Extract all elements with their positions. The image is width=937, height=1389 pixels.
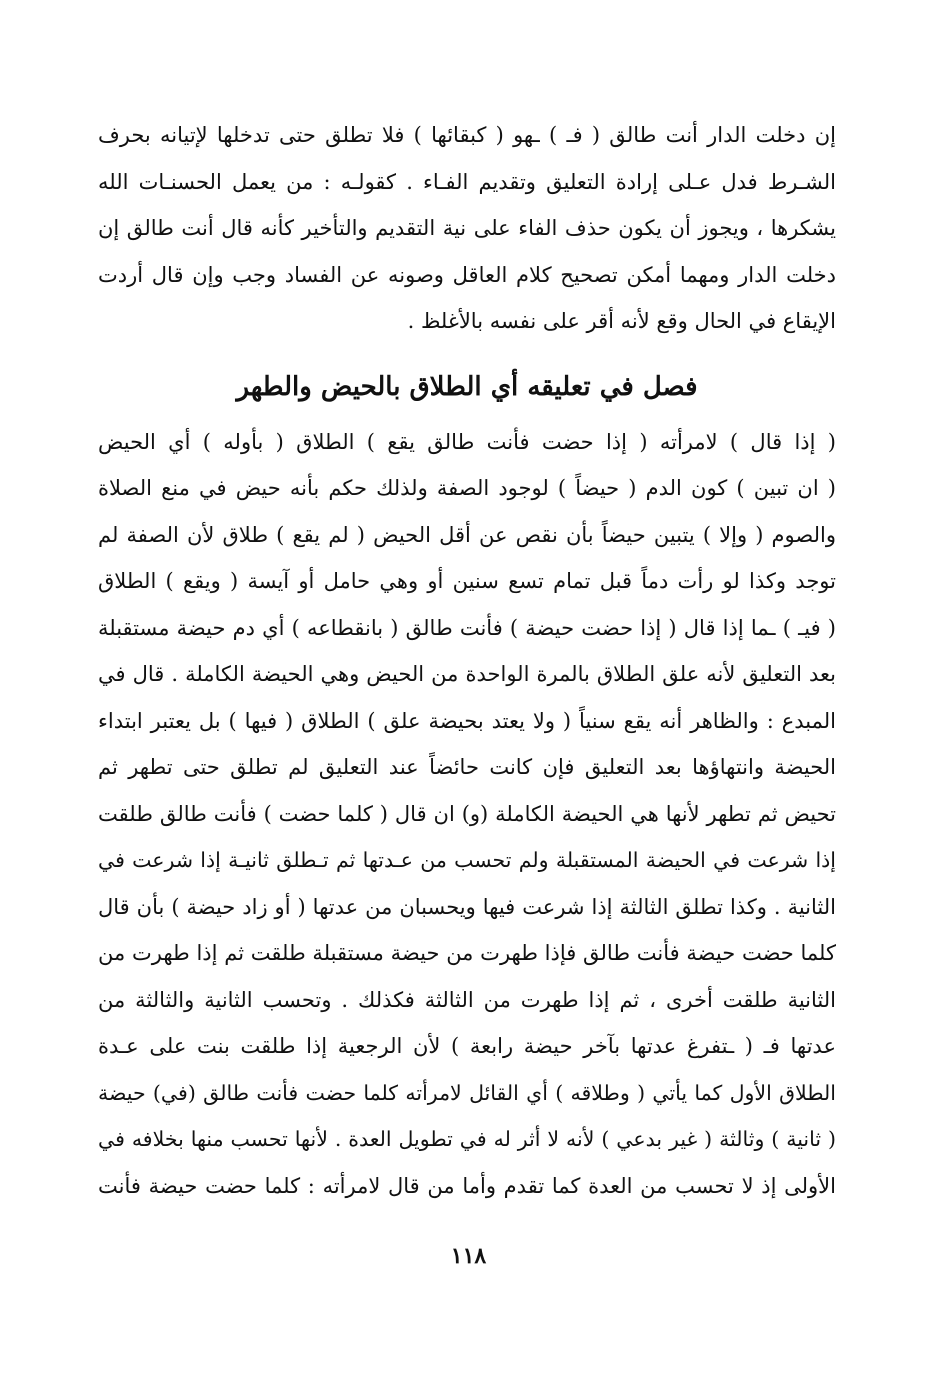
paragraph-1: [98, 112, 836, 345]
text-line: ( إذا قال ) لامرأته ( إذا حضت فأنت طالق يقع ) الطلاق ( بأوله ) أي الحيض: [98, 429, 836, 454]
page-number: ١١٨: [450, 1243, 487, 1269]
page-body: [98, 112, 836, 1209]
text-line: بعد التعليق لأنه علق الطلاق بالمرة الواحدة من الحيض وهي الحيضة الكاملة . قال في: [98, 662, 836, 686]
text-line: تحيض ثم تطهر لأنها هي الحيضة الكاملة (و) ان قال ( كلما حضت ) فأنت طالق طلقت: [98, 801, 836, 826]
text-line: ( ان تبين ) كون الدم ( حيضاً ) لوجود الصفة ولذلك حكم بأنه حيض في منع الصلاة: [98, 476, 836, 500]
text-line: ( ثانية ) وثالثة ( غير بدعي ) لأنه لا أثر له في تطويل العدة . لأنها تحسب منها بخلافه في: [98, 1127, 836, 1151]
text-line: كلما حضت حيضة فأنت طالق فإذا طهرت من حيضة مستقبلة طلقت ثم إذا طهرت من: [98, 941, 836, 965]
text-line: المبدع : والظاهر أنه يقع سنياً ( ولا يعتد بحيضة علق ) الطلاق ( فيها ) بل يعتبر ابتداء: [98, 708, 836, 733]
paragraph-2: [98, 419, 836, 1210]
text-line: الثانية . وكذا تطلق الثالثة إذا شرعت فيها ويحسبان من عدتها ( أو زاد حيضة ) بأن قال: [98, 894, 836, 919]
text-line: توجد وكذا لو رأت دماً قبل تمام تسع سنين أو وهي حامل أو آيسة ( ويقع ) الطلاق: [98, 569, 836, 593]
text-line: الشـرط فدل عـلى إرادة التعليق وتقديم الفـاء . كقولـه : من يعمل الحسنـات الله: [98, 169, 836, 194]
text-line: الثانية طلقت أخرى ، ثم إذا طهرت من الثالثة فكذلك . وتحسب الثانية والثالثة من: [98, 987, 836, 1012]
text-line: دخلت الدار ومهما أمكن تصحيح كلام العاقل وصونه عن الفساد وجب وإن قال أردت: [98, 262, 836, 287]
text-line: الحيضة وانتهاؤها بعد التعليق فإن كانت حائضاً عند التعليق لم تطلق حتى تطهر ثم: [98, 755, 836, 779]
text-line: الطلاق الأول كما يأتي ( وطلاقه ) أي القائل لامرأته كلما حضت فأنت طالق (في) حيضة: [98, 1080, 836, 1105]
text-line: الأولى إذ لا تحسب من العدة كما تقدم وأما من قال لامرأته : كلما حضت حيضة فأنت: [98, 1173, 836, 1198]
text-line: الإيقاع في الحال وقع لأنه أقر على نفسه بالأغلظ .: [407, 309, 836, 333]
text-line: إن دخلت الدار أنت طالق ( فـ ) ـهو ( كبقائها ) فلا تطلق حتى تدخلها لإتيانه بحرف: [98, 123, 836, 147]
text-line: والصوم ( وإلا ) يتبين حيضاً بأن نقص عن أقل الحيض ( لم يقع ) طلاق لأن الصفة لم: [98, 522, 836, 547]
text-line: إذا شرعت في الحيضة المستقبلة ولم تحسب من عـدتها ثم تـطلق ثانيـة إذا شرعت في: [98, 848, 836, 872]
section-heading: فصل في تعليقه أي الطلاق بالحيض والطهر: [236, 371, 698, 402]
text-line: عدتها فـ ( ـتفرغ عدتها بآخر حيضة رابعة ) لأن الرجعية إذا طلقت بنت على عـدة: [98, 1034, 836, 1058]
text-line: ( فيـ ) ـما إذا قال ( إذا حضت حيضة ) فأنت طالق ( بانقطاعه ) أي دم حيضة مستقبلة: [98, 615, 836, 640]
text-line: يشكرها ، ويجوز أن يكون حذف الفاء على نية التقديم والتأخير كأنه قال أنت طالق إن: [98, 216, 836, 240]
